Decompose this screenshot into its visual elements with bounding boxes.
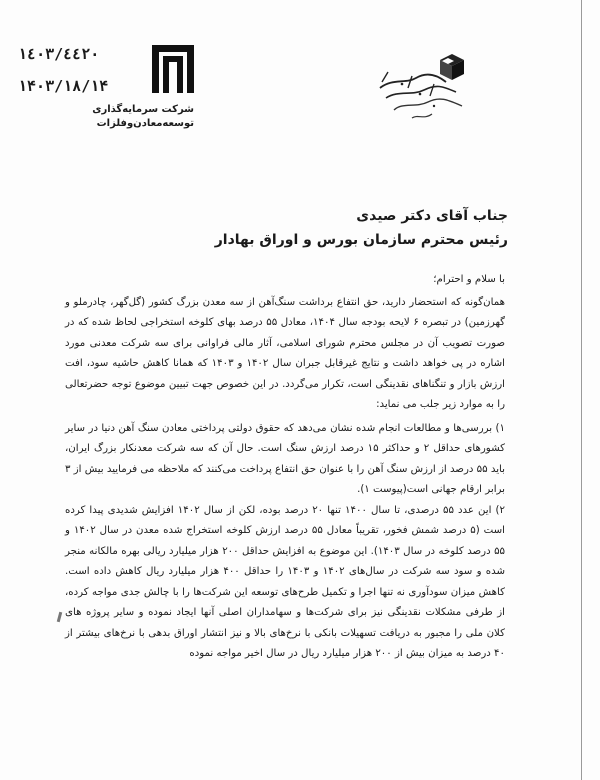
greeting: با سلام و احترام؛ — [433, 274, 505, 285]
intro-paragraph: همان‌گونه که استحضار دارید، حق انتفاع برداشت سنگ‌آهن از سه معدن بزرگ کشور (گل‌گهر، چادرملو و گهرزمین) در تبصره ۶ لایحه بودجه سال ۱۴۰۴، معادل ۵۵ درصد بهای کلوخه استخراجی لحاظ شده که در صورت تصویب آن در مجلس محترم شورای اسلامی، آثار مالی فراوانی برای سه شرکت معدنی مورد اشاره در پی خواهد داشت و نتایج غیرقابل جبران سال ۱۴۰۲ و ۱۴۰۳ که همانا کاهش حاشیه سود، افت ارزش بازار و تنگناهای نقدینگی است، تکرار می‌گردد. در این خصوص جهت تبیین موضوع توجه حضرتعالی را به موارد زیر جلب می نماید: — [65, 296, 505, 410]
addressee-name: جناب آقای دکتر صیدی — [356, 208, 508, 224]
addressee-title: رئیس محترم سازمان بورس و اوراق بهادار — [214, 232, 508, 248]
signature-emblem-icon — [372, 48, 482, 128]
company-logo-icon — [152, 45, 194, 93]
stray-pen-mark — [57, 612, 62, 622]
company-logo — [92, 45, 194, 131]
letter-date: ۱۴۰۳/۱۸/۱۴ — [18, 77, 109, 95]
letter-reference — [18, 38, 108, 102]
company-name-line1: شرکت سرمایه‌گذاری — [92, 104, 194, 115]
letter-number: ۱٤۰۳/٤٤۲۰ — [18, 45, 100, 63]
scan-edge-line — [581, 0, 582, 780]
item-1-paragraph: ۱) بررسی‌ها و مطالعات انجام شده نشان می‌دهد که حقوق دولتی پرداختی معادن سنگ آهن دنیا در سایر کشورهای حداقل ۲ و حداکثر ۱۵ درصد ارزش سنگ است. حال آن که سه شرکت معدنکار بزرگ ایران، باید ۵۵ درصد از ارزش سنگ آهن را با عنوان حق انتفاع پرداخت می‌کنند که ملاحظه می فرمایید بیش از ۳ برابر ارقام جهانی است(پیوست ۱). — [65, 422, 506, 495]
letter-body — [65, 270, 505, 665]
item-2-paragraph: ۲) این عدد ۵۵ درصدی، تا سال ۱۴۰۰ تنها ۲۰ درصد بوده، لکن از سال ۱۴۰۲ افزایش شدیدی پیدا کرده است (۵ درصد شمش فخور، تقریباً معادل ۵۵ درصد ارزش کلوخه استخراج شده معدن در سال ۱۴۰۲ و ۵۵ درصد کلوخه در سال ۱۴۰۳). این موضوع به افزایش حداقل ۲۰۰ هزار میلیارد ریالی بهره مالکانه منجر شده و سود سه شرکت در سال‌های ۱۴۰۲ و ۱۴۰۳ را حداقل ۴۰۰ هزار میلیارد ریال کاهش داده است. کاهش میزان سودآوری نه تنها اجرا و تکمیل طرح‌های توسعه این شرکت‌ها را با چالش جدی مواجه کرده، از طرفی مشکلات نقدینگی نیز برای شرکت‌ها و سهامداران اصلی آنها ایجاد نموده و سایر پروژه های کلان ملی را مجبور به دریافت تسهیلات بانکی با نرخ‌های بالا و نیز انتشار اوراق بدهی با نرخ‌های بیشتر از ۴۰ درصد به میزان بیش از ۲۰۰ هزار میلیارد ریال در سال اخیر مواجه نموده — [65, 504, 506, 659]
company-name — [92, 103, 194, 131]
company-name-line2: توسعه‌معادن‌و‌فلزات — [96, 118, 194, 129]
addressee-block — [215, 204, 508, 252]
